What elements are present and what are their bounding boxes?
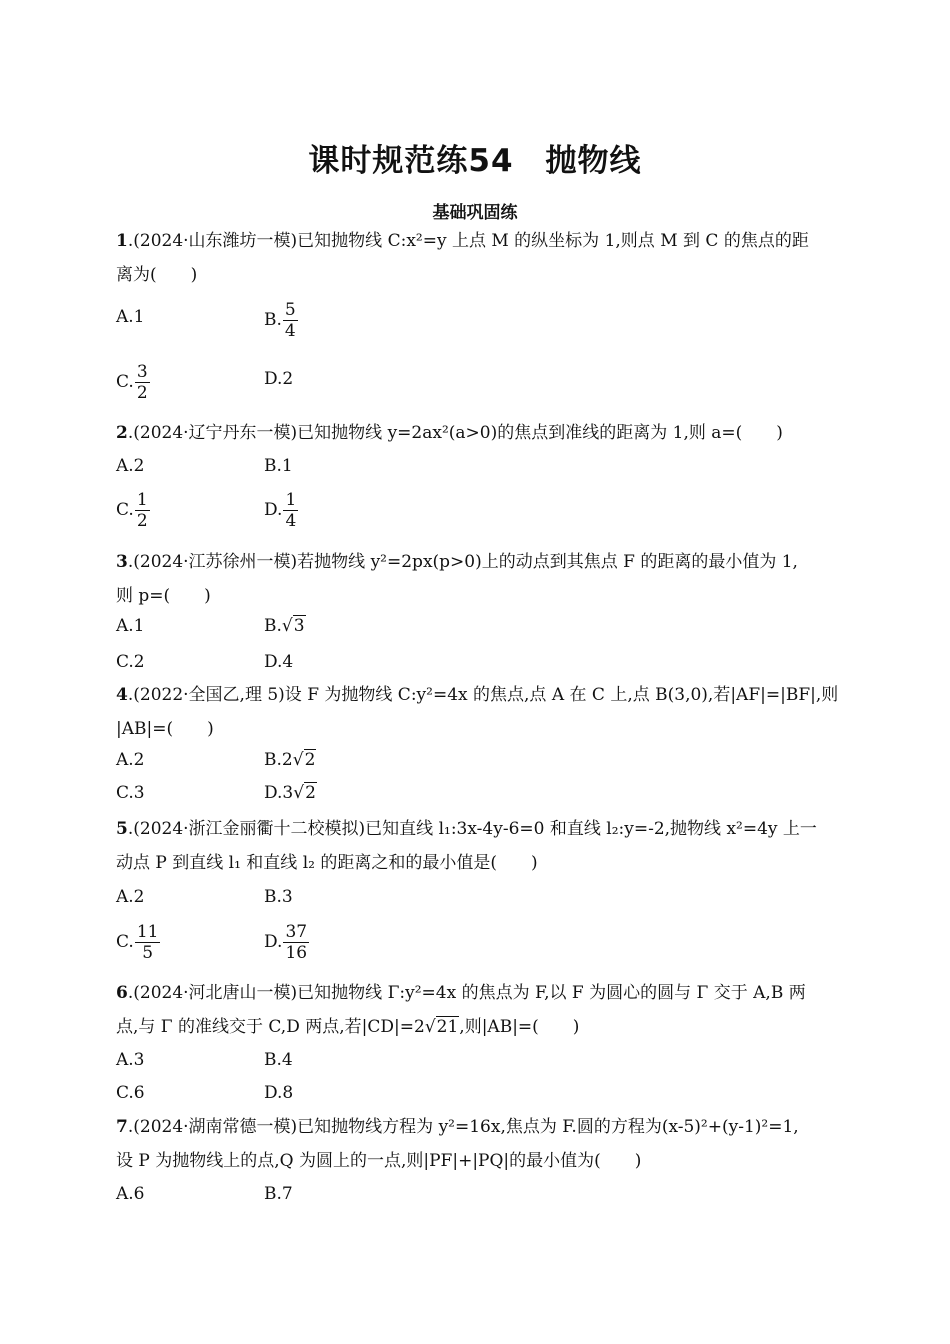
option-a: A.3: [116, 1050, 145, 1070]
option-c: C.2: [116, 652, 145, 672]
question-2: [116, 422, 836, 444]
option-a: A.2: [116, 750, 145, 770]
option-b: B.3: [264, 887, 293, 907]
question-text: .(2024·湖南常德一模)已知抛物线方程为 y²=16x,焦点为 F.圆的方程为(x-5)²+(y-1)²=1,: [127, 1117, 799, 1137]
question-number: 6: [116, 983, 128, 1003]
option-d: D.8: [264, 1083, 294, 1103]
question-1-continued: 离为( ): [116, 265, 198, 285]
question-number: 7: [116, 1117, 128, 1137]
fraction: $\frac{5}{4}$: [284, 300, 296, 341]
option-d: D. $\frac{37}{16}$: [264, 922, 308, 963]
option-d: D.3√2: [264, 783, 316, 803]
question-6: [116, 982, 836, 1004]
option-b: B.√3: [264, 616, 305, 636]
radical: √3: [281, 616, 305, 636]
question-text: .(2024·辽宁丹东一模)已知抛物线 y=2ax²(a>0)的焦点到准线的距离为 1,则 a=( ): [127, 423, 783, 443]
fraction: $\frac{37}{16}$: [285, 922, 308, 963]
option-b: B.7: [264, 1184, 293, 1204]
question-6-continued: 点,与 Γ 的准线交于 C,D 两点,若|CD|=2√21,则|AB|=( ): [116, 1017, 580, 1037]
page-title: 课时规范练54 抛物线: [308, 143, 642, 179]
option-c: C. $\frac{11}{5}$: [116, 922, 159, 963]
question-text: .(2024·浙江金丽衢十二校模拟)已知直线 l₁:3x-4y-6=0 和直线 l₂:y=-2,抛物线 x²=4y 上一: [127, 819, 817, 839]
sqrt-icon: √: [292, 750, 304, 770]
question-text: .(2024·河北唐山一模)已知抛物线 Γ:y²=4x 的焦点为 F,以 F 为圆心的圆与 Γ 交于 A,B 两: [127, 983, 806, 1003]
option-c: C.3: [116, 783, 145, 803]
question-text: .(2024·江苏徐州一模)若抛物线 y²=2px(p>0)上的动点到其焦点 F 的距离的最小值为 1,: [127, 552, 798, 572]
question-5-continued: 动点 P 到直线 l₁ 和直线 l₂ 的距离之和的最小值是( ): [116, 853, 538, 873]
option-a: A.2: [116, 456, 145, 476]
option-d: D.4: [264, 652, 294, 672]
fraction: $\frac{1}{4}$: [285, 490, 297, 531]
question-number: 4: [116, 685, 128, 705]
radical: √21: [424, 1017, 459, 1037]
section-heading: 基础巩固练: [432, 203, 518, 223]
sqrt-icon: √: [293, 783, 305, 803]
option-b: B. $\frac{5}{4}$: [264, 300, 296, 341]
option-c: C. $\frac{1}{2}$: [116, 490, 148, 531]
fraction: $\frac{11}{5}$: [136, 922, 159, 963]
option-a: A.6: [116, 1184, 145, 1204]
option-b: B.2√2: [264, 750, 316, 770]
option-c: C. $\frac{3}{2}$: [116, 362, 148, 403]
option-a: A.2: [116, 887, 145, 907]
option-c: C.6: [116, 1083, 145, 1103]
question-4-continued: |AB|=( ): [116, 719, 214, 739]
question-text: .(2024·山东潍坊一模)已知抛物线 C:x²=y 上点 M 的纵坐标为 1,则点 M 到 C 的焦点的距: [127, 231, 809, 251]
sqrt-icon: √: [281, 616, 293, 636]
option-b: B.1: [264, 456, 293, 476]
question-text: .(2022·全国乙,理 5)设 F 为抛物线 C:y²=4x 的焦点,点 A 在 C 上,点 B(3,0),若|AF|=|BF|,则: [127, 685, 839, 705]
option-d: D. $\frac{1}{4}$: [264, 490, 297, 531]
question-number: 2: [116, 423, 128, 443]
option-b: B.4: [264, 1050, 293, 1070]
fraction: $\frac{3}{2}$: [136, 362, 148, 403]
question-3: [116, 551, 836, 573]
fraction: $\frac{1}{2}$: [136, 490, 148, 531]
radical: √2: [292, 750, 316, 770]
option-a: A.1: [116, 616, 145, 636]
question-7-continued: 设 P 为抛物线上的点,Q 为圆上的一点,则|PF|+|PQ|的最小值为( ): [116, 1151, 642, 1171]
question-number: 5: [116, 819, 128, 839]
option-a: A.1: [116, 307, 145, 327]
question-3-continued: 则 p=( ): [116, 586, 211, 606]
option-d: D.2: [264, 369, 294, 389]
question-number: 1: [116, 231, 128, 251]
question-number: 3: [116, 552, 128, 572]
question-7: [116, 1116, 836, 1138]
question-4: [116, 684, 839, 706]
question-5: [116, 818, 836, 840]
question-1: [116, 230, 836, 252]
sqrt-icon: √: [424, 1017, 436, 1037]
radical: √2: [293, 783, 316, 803]
